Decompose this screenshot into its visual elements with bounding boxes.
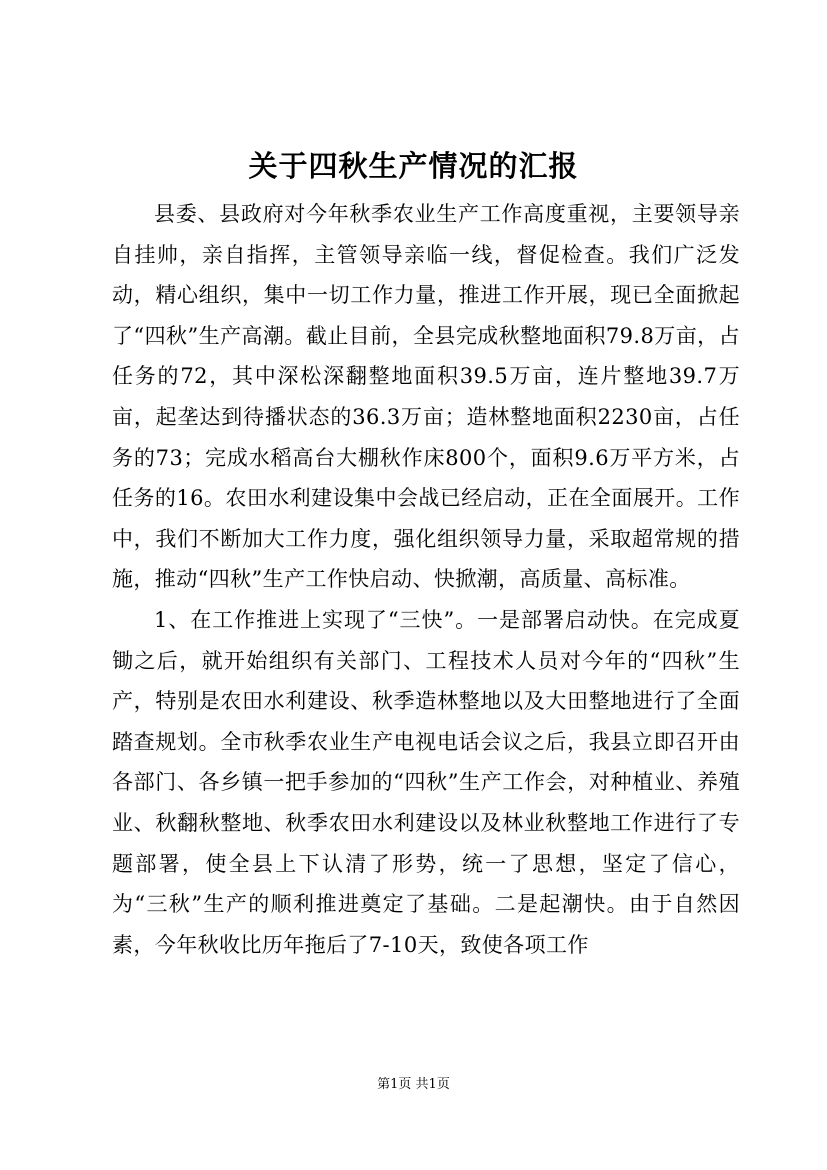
document-title: 关于四秋生产情况的汇报 — [248, 149, 579, 183]
document-body — [112, 194, 740, 965]
paragraph-intro: 县委、县政府对今年秋季农业生产工作高度重视，主要领导亲自挂帅，亲自指挥，主管领导亲临一线，督促检查。我们广泛发动，精心组织，集中一切工作力量，推进工作开展，现已全面掀起了“四秋”生产高潮。截止目前，全县完成秋整地面积79.8万亩，占任务的72，其中深松深翻整地面积39.5万亩，连片整地39.7万亩，起垄达到待播状态的36.3万亩；造林整地面积2230亩，占任务的73；完成水稻高台大棚秋作床800个，面积9.6万平方米，占任务的16。农田水利建设集中会战已经启动，正在全面展开。工作中，我们不断加大工作力度，强化组织领导力量，采取超常规的措施，推动“四秋”生产工作快启动、快掀潮，高质量、高标准。 — [112, 202, 740, 592]
page-footer: 第1页 共1页 — [377, 1077, 450, 1092]
paragraph-section-1: 1、在工作推进上实现了“三快”。一是部署启动快。在完成夏锄之后，就开始组织有关部门、工程技术人员对今年的“四秋”生产，特别是农田水利建设、秋季造林整地以及大田整地进行了全面踏查规划。全市秋季农业生产电视电话会议之后，我县立即召开由各部门、各乡镇一把手参加的“四秋”生产工作会，对种植业、养殖业、秋翻秋整地、秋季农田水利建设以及林业秋整地工作进行了专题部署，使全县上下认清了形势，统一了思想，坚定了信心，为“三秋”生产的顺利推进奠定了基础。二是起潮快。由于自然因素，今年秋收比历年拖后了7-10天，致使各项工作 — [112, 607, 740, 957]
